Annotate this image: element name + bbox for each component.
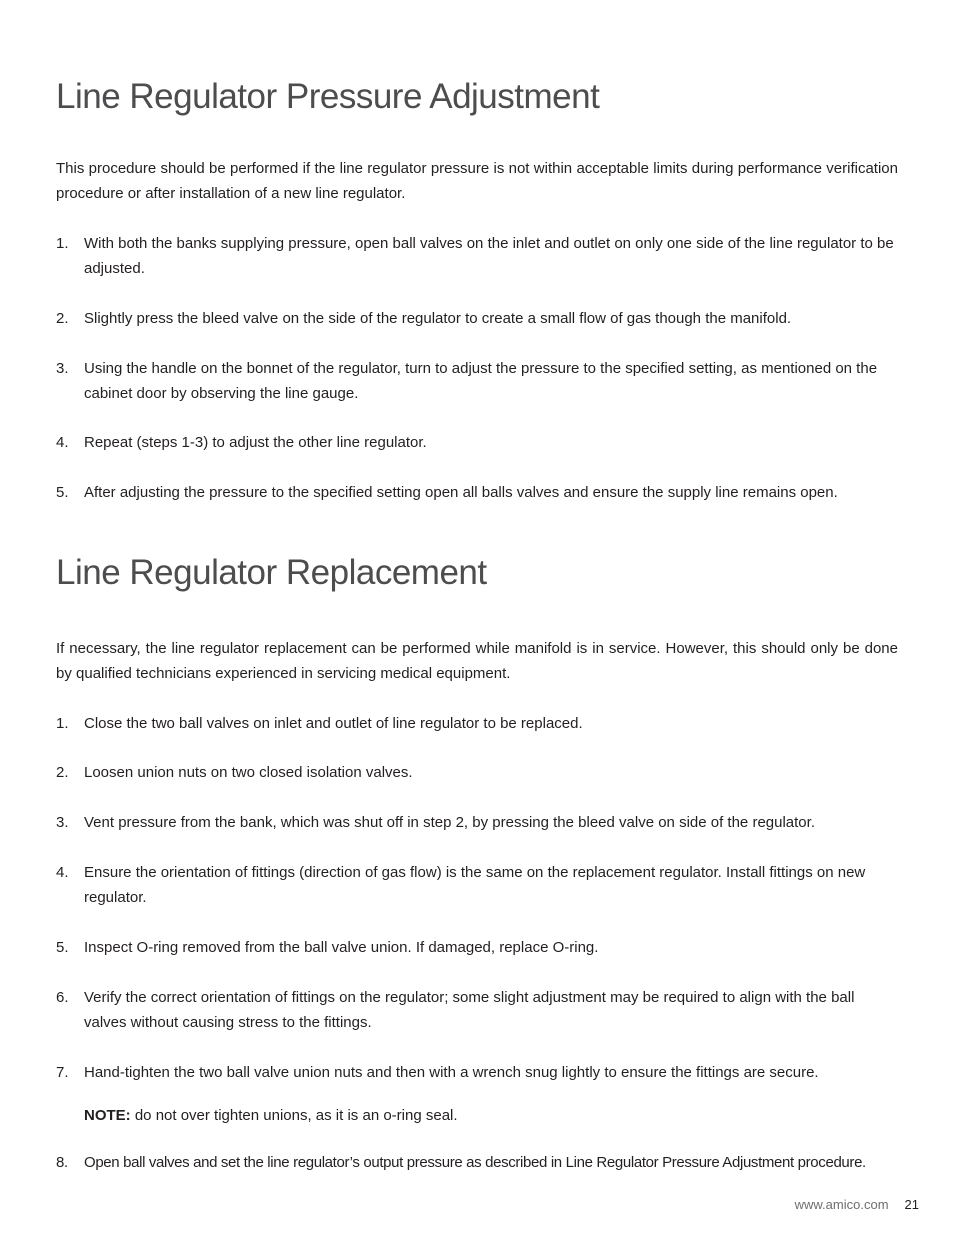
list-item-text: Inspect O-ring removed from the ball valve union. If damaged, replace O-ring. xyxy=(84,939,599,956)
list-item xyxy=(56,356,898,406)
list-item xyxy=(56,1150,898,1175)
list-item-text: Using the handle on the bonnet of the regulator, turn to adjust the pressure to the specified setting, as mentioned on the cabinet door by observing the line gauge. xyxy=(84,360,878,402)
list-item-text: After adjusting the pressure to the specified setting open all balls valves and ensure the supply line remains open. xyxy=(84,484,838,501)
pressure-adjustment-intro: This procedure should be performed if the line regulator pressure is not within acceptable limits during performance verification procedure or after installation of a new line regulator. xyxy=(56,160,898,202)
note xyxy=(84,1103,458,1128)
list-item-number: 6. xyxy=(56,989,69,1006)
list-item xyxy=(56,1060,898,1085)
list-item-number: 2. xyxy=(56,310,69,327)
section-title-regulator-replacement: Line Regulator Replacement xyxy=(56,553,487,592)
list-item xyxy=(56,860,898,910)
page-number: 21 xyxy=(904,1197,919,1212)
regulator-replacement-intro: If necessary, the line regulator replacement can be performed while manifold is in service. However, this should only be done by qualified technicians experienced in servicing medical equipment. xyxy=(56,640,898,682)
list-item-number: 7. xyxy=(56,1064,69,1081)
list-item-text: With both the banks supplying pressure, open ball valves on the inlet and outlet on only one side of the line regulator to be adjusted. xyxy=(84,235,894,277)
note-label: NOTE: xyxy=(84,1107,131,1124)
list-item-text: Vent pressure from the bank, which was shut off in step 2, by pressing the bleed valve on side of the regulator. xyxy=(84,814,815,831)
list-item-text: Ensure the orientation of fittings (direction of gas flow) is the same on the replacement regulator. Install fittings on new regulator. xyxy=(84,864,866,906)
list-item-text: Open ball valves and set the line regulator’s output pressure as described in Line Regulator Pressure Adjustment procedure. xyxy=(84,1154,866,1171)
list-item xyxy=(56,231,898,281)
list-item xyxy=(56,480,898,505)
list-item-number: 5. xyxy=(56,939,69,956)
list-item-text: Verify the correct orientation of fittings on the regulator; some slight adjustment may be required to align with the ball valves without causing stress to the fittings. xyxy=(84,989,855,1031)
list-item-number: 8. xyxy=(56,1154,68,1171)
page-footer xyxy=(795,1197,919,1212)
list-item-number: 1. xyxy=(56,715,69,732)
list-item xyxy=(56,760,898,785)
list-item-number: 3. xyxy=(56,360,69,377)
list-item-number: 3. xyxy=(56,814,69,831)
list-item-number: 2. xyxy=(56,764,69,781)
list-item-number: 4. xyxy=(56,864,69,881)
list-item-text: Close the two ball valves on inlet and outlet of line regulator to be replaced. xyxy=(84,715,583,732)
website-url: www.amico.com xyxy=(794,1197,889,1212)
list-item-text: Repeat (steps 1-3) to adjust the other line regulator. xyxy=(84,434,427,451)
list-item xyxy=(56,935,898,960)
list-item xyxy=(56,810,898,835)
list-item xyxy=(56,711,898,736)
list-item xyxy=(56,306,898,331)
list-item-number: 1. xyxy=(56,235,69,252)
list-item-text: Slightly press the bleed valve on the side of the regulator to create a small flow of gas though the manifold. xyxy=(84,310,792,327)
list-item xyxy=(56,985,898,1035)
note-text: do not over tighten unions, as it is an o-ring seal. xyxy=(130,1107,458,1124)
list-item-number: 5. xyxy=(56,484,69,501)
list-item-text: Loosen union nuts on two closed isolation valves. xyxy=(84,764,413,781)
list-item-text: Hand-tighten the two ball valve union nuts and then with a wrench snug lightly to ensure the fittings are secure. xyxy=(84,1064,819,1081)
list-item xyxy=(56,430,898,455)
list-item-number: 4. xyxy=(56,434,69,451)
section-title-pressure-adjustment: Line Regulator Pressure Adjustment xyxy=(56,77,600,116)
